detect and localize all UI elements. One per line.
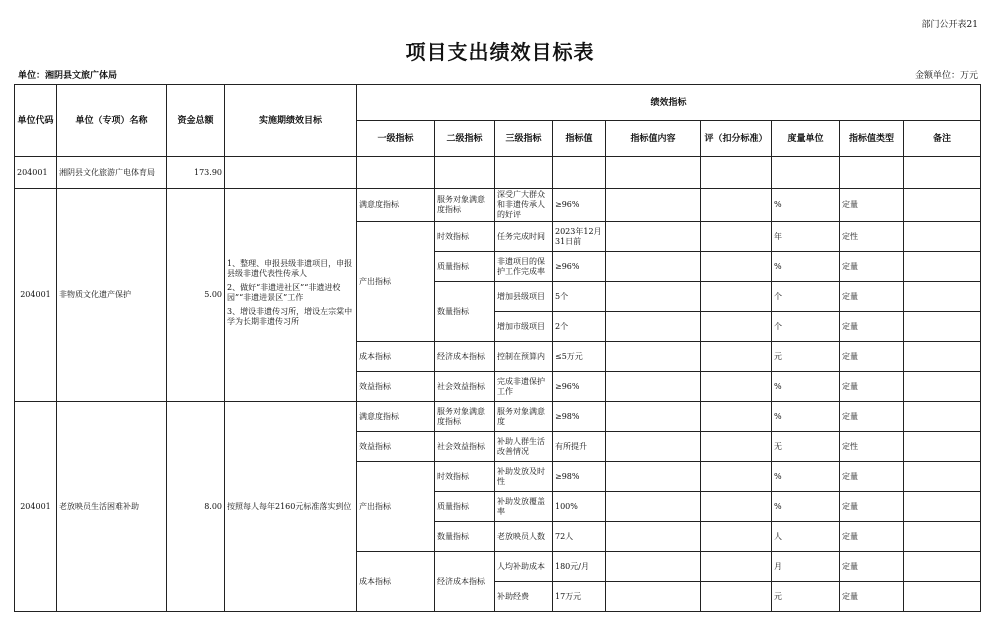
cell-l2: 质量指标: [435, 492, 495, 522]
cell-val: 180元/月: [553, 552, 606, 582]
cell-l3: 服务对象满意度: [495, 402, 553, 432]
cell-type: 定量: [840, 189, 904, 222]
cell-val: 2023年12月31日前: [553, 222, 606, 252]
cell-total: 8.00: [167, 402, 225, 612]
goal-item: 3、增设非遗传习所，增设左宗棠中学为长期非遗传习所: [227, 307, 353, 326]
cell-type: 定量: [840, 372, 904, 402]
cell-val: 有所提升: [553, 432, 606, 462]
cell-l2: 经济成本指标: [435, 342, 495, 372]
cell-goal: 按照每人每年2160元标准落实到位: [225, 402, 357, 612]
cell-l3: 补助经费: [495, 582, 553, 612]
table-row: [15, 402, 981, 432]
header-name: 单位（专项）名称: [57, 85, 167, 157]
cell-unit: 个: [772, 282, 840, 312]
cell-val: 17万元: [553, 582, 606, 612]
table-row: [15, 189, 981, 222]
unit-label: 单位：湘阴县文旅广体局: [18, 71, 118, 81]
header-l2: 二级指标: [435, 121, 495, 157]
header-total: 资金总额: [167, 85, 225, 157]
cell-code: 204001: [15, 402, 57, 612]
cell-unit: %: [772, 402, 840, 432]
cell-l1: 产出指标: [357, 462, 435, 552]
cell-l2: 经济成本指标: [435, 552, 495, 612]
money-unit-label: 金额单位：万元: [914, 71, 978, 81]
cell-unit: 元: [772, 582, 840, 612]
cell-l2: 社会效益指标: [435, 372, 495, 402]
cell-l3: 增加县级项目: [495, 282, 553, 312]
cell-l2: 时效指标: [435, 462, 495, 492]
header-val: 指标值: [553, 121, 606, 157]
cell-unit: 月: [772, 552, 840, 582]
header-goal: 实施期绩效目标: [225, 85, 357, 157]
table-row: [15, 157, 981, 189]
cell-unit: 个: [772, 312, 840, 342]
cell-type: 定量: [840, 492, 904, 522]
cell-l3: 非遗项目的保护工作完成率: [495, 252, 553, 282]
cell-unit: 元: [772, 342, 840, 372]
cell-val: ≤5万元: [553, 342, 606, 372]
cell-l2: 数量指标: [435, 282, 495, 342]
header-perf: 绩效指标: [357, 85, 981, 121]
cell-l3: 人均补助成本: [495, 552, 553, 582]
cell-l3: 补助人群生活改善情况: [495, 432, 553, 462]
cell-l1: 效益指标: [357, 432, 435, 462]
cell-l3: 补助发放覆盖率: [495, 492, 553, 522]
cell-val: ≥98%: [553, 402, 606, 432]
cell-unit: %: [772, 372, 840, 402]
cell-type: 定量: [840, 252, 904, 282]
performance-table: [14, 84, 981, 612]
cell-l3: 控制在预算内: [495, 342, 553, 372]
cell-l2: 社会效益指标: [435, 432, 495, 462]
header-l1: 一级指标: [357, 121, 435, 157]
cell-name: 湘阴县文化旅游广电体育局: [57, 157, 167, 189]
cell-type: 定量: [840, 552, 904, 582]
cell-l1: 满意度指标: [357, 189, 435, 222]
cell-type: 定性: [840, 432, 904, 462]
cell-type: 定量: [840, 342, 904, 372]
page-title: 项目支出绩效目标表: [405, 40, 595, 64]
cell-l3: 补助发放及时性: [495, 462, 553, 492]
cell-val: 2个: [553, 312, 606, 342]
cell-type: 定量: [840, 282, 904, 312]
header-val-content: 指标值内容: [606, 121, 701, 157]
cell-type: 定量: [840, 582, 904, 612]
cell-l2: 服务对象满意度指标: [435, 189, 495, 222]
cell-l1: 成本指标: [357, 552, 435, 612]
cell-val: ≥96%: [553, 372, 606, 402]
cell-unit: 人: [772, 522, 840, 552]
cell-l3: 任务完成时间: [495, 222, 553, 252]
cell-unit: %: [772, 462, 840, 492]
cell-goal: [225, 189, 357, 402]
cell-l2: 服务对象满意度指标: [435, 402, 495, 432]
header-remark: 备注: [904, 121, 981, 157]
cell-unit: %: [772, 252, 840, 282]
cell-type: 定性: [840, 222, 904, 252]
cell-val: 100%: [553, 492, 606, 522]
cell-l3: 老放映员人数: [495, 522, 553, 552]
cell-val: 72人: [553, 522, 606, 552]
cell-val: 5个: [553, 282, 606, 312]
cell-l3: 增加市级项目: [495, 312, 553, 342]
header-l3: 三级指标: [495, 121, 553, 157]
cell-name: 非物质文化遗产保护: [57, 189, 167, 402]
cell-type: 定量: [840, 402, 904, 432]
cell-l3: 完成非遗保护工作: [495, 372, 553, 402]
cell-total: 173.90: [167, 157, 225, 189]
cell-l3: 深受广大群众和非遗传承人的好评: [495, 189, 553, 222]
goal-item: 1、整理、申报县级非遗项目，申报县级非遗代表性传承人: [227, 259, 353, 278]
cell-unit: %: [772, 189, 840, 222]
form-number: 部门公开表21: [921, 20, 978, 30]
cell-type: 定量: [840, 462, 904, 492]
cell-val: ≥96%: [553, 252, 606, 282]
cell-unit: %: [772, 492, 840, 522]
cell-name: 老放映员生活困难补助: [57, 402, 167, 612]
header-measure: 度量单位: [772, 121, 840, 157]
cell-total: 5.00: [167, 189, 225, 402]
cell-type: 定量: [840, 312, 904, 342]
cell-l1: 产出指标: [357, 222, 435, 342]
cell-type: 定量: [840, 522, 904, 552]
cell-val: ≥98%: [553, 462, 606, 492]
cell-code: 204001: [15, 157, 57, 189]
cell-val: ≥96%: [553, 189, 606, 222]
cell-l2: 质量指标: [435, 252, 495, 282]
cell-l1: 成本指标: [357, 342, 435, 372]
cell-l2: 时效指标: [435, 222, 495, 252]
cell-unit: 无: [772, 432, 840, 462]
cell-l1: 效益指标: [357, 372, 435, 402]
cell-code: 204001: [15, 189, 57, 402]
cell-l1: 满意度指标: [357, 402, 435, 432]
cell-unit: 年: [772, 222, 840, 252]
header-eval: 评（扣分标准）: [701, 121, 772, 157]
goal-item: 2、做好“非遗进社区”“非遗进校园”“非遗进景区”工作: [227, 283, 341, 302]
header-val-type: 指标值类型: [840, 121, 904, 157]
cell-l2: 数量指标: [435, 522, 495, 552]
header-code: 单位代码: [15, 85, 57, 157]
